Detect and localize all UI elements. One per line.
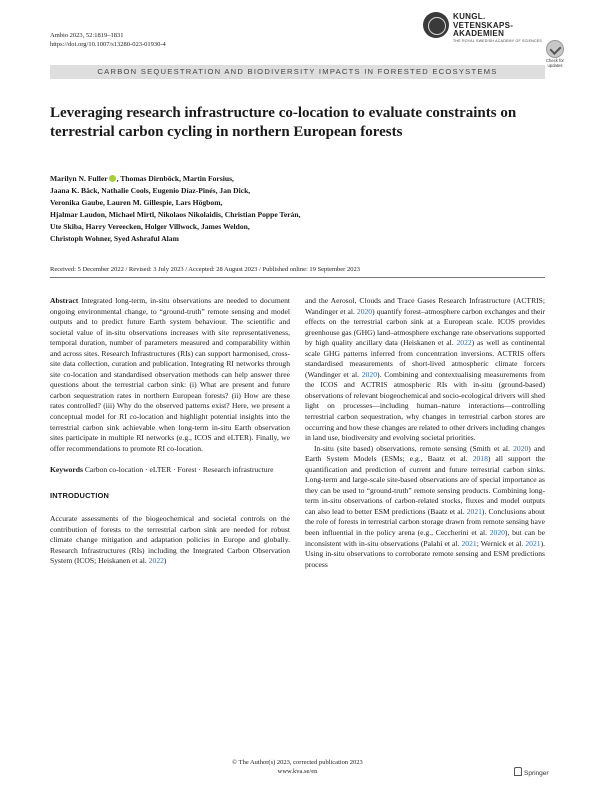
springer-horse-icon [514, 767, 522, 776]
check-for-updates-button[interactable]: Check for updates [541, 40, 569, 66]
left-column [50, 296, 290, 567]
springer-logo: Springer [514, 767, 549, 777]
citation-link[interactable]: 2018 [472, 454, 488, 464]
keywords: Keywords Carbon co-location · eLTER · Forest · Research infrastructure [50, 465, 274, 475]
check-updates-icon [546, 40, 564, 58]
academy-tagline: THE ROYAL SWEDISH ACADEMY OF SCIENCES [453, 39, 543, 43]
orcid-icon[interactable] [109, 175, 116, 182]
academy-seal-icon [423, 12, 449, 38]
citation-link[interactable]: 2020 [361, 369, 377, 379]
section-banner: CARBON SEQUESTRATION AND BIODIVERSITY IMPACTS IN FORESTED ECOSYSTEMS [50, 65, 545, 79]
article-title: Leveraging research infrastructure co-location to evaluate constraints on terrestrial carbon cycling in northern European forests [50, 105, 517, 140]
abstract: Abstract Integrated long-term, in-situ observations are needed to document ongoing environmental change, to “ground-truth” remote sensing and model outputs and to predict future Earth system behaviour. The scientific and societal value of in-situ observations increases with site representativeness, temporal duration, number of parameters measured and comparability within and across sites. Research Infrastructures (RIs) can support harmonised, cross-site data collection, curation and publication. Integrating RI networks through site co-location and standardised observation methods can help answer three questions about the terrestrial carbon sink: (i) What are present and future carbon sequestration rates in northern European forests? (ii) How are these rates controlled? (iii) Why do the observed patterns exist? Here, we present a conceptual model for RI co-location and highlight potential insights into the terrestrial carbon sink achievable when long-term in-situ Earth observation sites participate in multiple RI networks (e.g., ICOS and eLTER). Finally, we offer recommendations to promote RI co-location. [50, 296, 290, 453]
citation-link[interactable]: 2020 [356, 306, 373, 316]
academy-name: KUNGL. VETENSKAPS- AKADEMIEN [453, 12, 514, 38]
citation-link[interactable]: 2022 [148, 556, 164, 566]
article-dates: Received: 5 December 2022 / Revised: 3 July 2023 / Accepted: 28 August 2023 / Published online: 19 September 2023 [50, 266, 360, 273]
citation-link[interactable]: 2020 [513, 443, 529, 453]
body-paragraph: In-situ (site based) observations, remote sensing (Smith et al. 2020) and Earth System Models (ESMs; e.g., Baatz et al. 2018) all support the quantification and prediction of current and future terrestrial carbon sinks. Long-term and large-scale site-based observations are of special importance as they can be used to “ground-truth” remote sensing products. Combining long-term in-situ observations of carbon-related stocks, fluxes and model outputs can also lead to better ESM predictions (Baatz et al. 2021). Conclusions about the role of forests in terrestrial carbon storage drawn from remote sensing have been influential in the policy arena (e.g., Ceccherini et al. 2020), but can be inconsistent with in-situ observations (Palahí et al. 2021; Wernick et al. 2021). Using in-situ observations to corroborate remote sensing and ESM predictions process [305, 443, 546, 569]
right-column [305, 296, 545, 570]
section-heading-introduction: INTRODUCTION [50, 490, 110, 500]
doi-link[interactable]: https://doi.org/10.1007/s13280-023-01930-4 [50, 41, 166, 48]
citation-link[interactable]: 2021 [466, 506, 482, 516]
author-list: Marilyn N. Fuller , Thomas Dirnböck, Martin Forsius, Jaana K. Bäck, Nathalie Cools, Eugenio Díaz-Pinés, Jan Dick, Veronika Gaube, Lauren M. Gillespie, Lars Högbom, Hjalmar Laudon, Michael Mirtl, Nikolaos Nikolaidis, Christian Poppe Terán, Ute Skiba, Harry Vereecken, Holger Villwock, James Weldon, Christoph Wohner, Syed Ashraful Alam [50, 174, 301, 244]
citation-link[interactable]: 2022 [456, 338, 472, 348]
journal-header [50, 31, 166, 49]
journal-reference: Ambio 2023, 52:1819–1831 [50, 32, 124, 39]
citation-link[interactable]: 2020 [489, 528, 505, 538]
first-author[interactable]: Marilyn N. Fuller [50, 174, 108, 183]
citation-link[interactable]: 2021 [525, 538, 541, 548]
copyright-notice: © The Author(s) 2023, corrected publication 2023 [232, 759, 363, 766]
page-footer [0, 759, 595, 776]
citation-link[interactable]: 2021 [461, 538, 477, 548]
divider [50, 277, 545, 278]
body-paragraph: and the Aerosol, Clouds and Trace Gases Research Infrastructure (ACTRIS; Wandinger et al. 2020) quantify forest–atmosphere carbon exchanges and their effects on the terrestrial carbon sink at a European scale. ICOS provides greenhouse gas (GHG) land–atmosphere exchange rate observations supported by high quality ancillary data (Heiskanen et al. 2022) as well as continental scale GHG patterns inferred from concentration inversions. ACTRIS offers standardised measurements of short-lived atmospheric climate forcers (Wandinger et al. 2020). Combining and contextualising measurements from the ICOS and ACTRIS atmospheric RIs with in-situ (ground-based) observations of relevant biogeochemical and socio-ecological drivers will shed light on processes—including human–nature interactions—controlling terrestrial carbon sequestration, why changes in terrestrial carbon stores are occurring and how these changes are related to other drivers including changes in land use, biodiversity and evolving societal priorities. [305, 296, 546, 443]
academy-url[interactable]: www.kva.se/en [277, 767, 318, 775]
intro-paragraph: Accurate assessments of the biogeochemical and societal controls on the contribution of forests to the terrestrial carbon sink are needed for robust climate change mitigation and adaptation policies in Europe and globally. Research Infrastructures (RIs) including the Integrated Carbon Observation System (ICOS; Heiskanen et al. 2022) [50, 514, 290, 566]
